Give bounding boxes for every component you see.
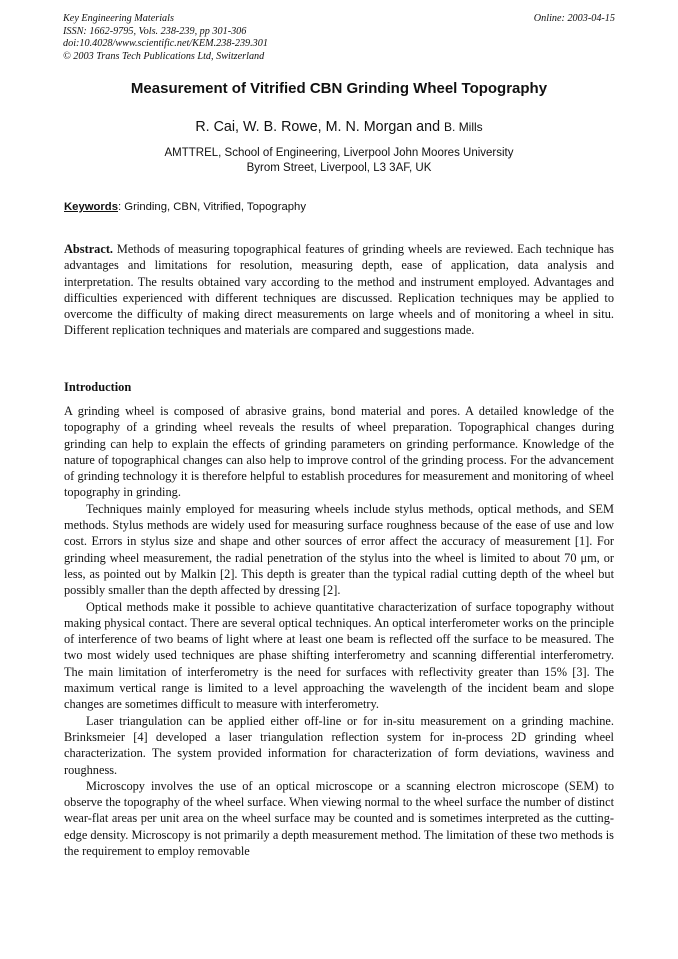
abstract-text: Methods of measuring topographical features of grinding wheels are reviewed. Each technique has advantages and limitations for resolution, measuring depth, ease of application, data analysis and interpretation. The results obtained vary according to the method and instrument employed. Advantages and difficulties experienced with different techniques are discussed. Replication techniques may be applied to overcome the difficulty of making direct measurements on large wheels and of monitoring a wheel in situ. Different replication techniques and materials are compared and suggestions made. [64, 242, 614, 338]
keywords-text: Grinding, CBN, Vitrified, Topography [121, 201, 306, 213]
issn-line: ISSN: 1662-9795, Vols. 238-239, pp 301-306 [63, 25, 247, 37]
copyright-line: © 2003 Trans Tech Publications Ltd, Switzerland [63, 50, 265, 62]
paper-title: Measurement of Vitrified CBN Grinding Wheel Topography [130, 80, 548, 97]
paragraph: A grinding wheel is composed of abrasive grains, bond material and pores. A detailed knowledge of the topography of a grinding wheel reveals the results of wheel preparation. Topographical changes during grinding can help to explain the effects of grinding parameters on grinding performance. Knowledge of the nature of topographical changes can also help to improve control of the grinding process. For the advancement of grinding technology it is therefore helpful to establish procedures for measurement and monitoring of wheel topography in grinding. [64, 404, 614, 500]
keywords-label: Keywords [64, 201, 118, 213]
doi-line: doi:10.4028/www.scientific.net/KEM.238-239.301 [63, 38, 268, 50]
introduction-body [64, 403, 614, 859]
paragraph: Optical methods make it possible to achieve quantitative characterization of surface topography without making physical contact. There are several optical techniques. An optical interferometer works on the principle of interference of two beams of light where at least one beam is reflected off the surface to be measured. The two most widely used techniques are phase shifting interferometry and scanning differential interferometry. The main limitation of interferometry is the need for surfaces with reflectivity greater than 15% [3]. The maximum vertical range is limited to a level approaching the wavelength of the incident beam and slope changes are sometimes difficult to measure with interferometry. [64, 599, 614, 712]
affiliation-line-2: Byrom Street, Liverpool, L3 3AF, UK [246, 162, 432, 174]
keywords [64, 201, 306, 213]
journal-name: Key Engineering Materials [63, 13, 174, 24]
abstract [64, 241, 614, 339]
online-date: Online: 2003-04-15 [533, 13, 615, 24]
authors-main: R. Cai, W. B. Rowe, M. N. Morgan and [195, 119, 445, 135]
paragraph: Microscopy involves the use of an optical microscope or a scanning electron microscope (SEM) to observe the topography of the wheel surface. When viewing normal to the wheel surface the number of distinct wear-flat areas per unit area on the wheel surface may be counted and is sometimes interpreted as the cutting-edge density. Microscopy is not primarily a depth measurement method. The limitation of these two methods is the requirement to employ removable [64, 778, 614, 859]
section-heading-introduction: Introduction [64, 380, 132, 394]
author-list [0, 119, 678, 135]
affiliation-line-1: AMTTREL, School of Engineering, Liverpool John Moores University [164, 147, 514, 159]
paragraph: Laser triangulation can be applied either off-line or for in-situ measurement on a grinding machine. Brinksmeier [4] developed a laser triangulation reflection system for in-process 2D grinding wheel characterization. The system provided information for characterization of form deviations, waviness and roughness. [64, 713, 614, 777]
paragraph: Techniques mainly employed for measuring wheels include stylus methods, optical methods, and SEM methods. Stylus methods are widely used for measuring surface roughness because of the ease of use and low cost. Errors in stylus size and shape and other sources of error affect the accuracy of measurement [1]. For grinding wheel measurement, the radial penetration of the stylus into the wheel is limited to about 70 μm, or less, as pointed out by Malkin [2]. This depth is greater than the typical radial cutting depth of the wheel but possibly smaller than the depth affected by dressing [2]. [64, 501, 614, 598]
journal-info [63, 13, 615, 63]
journal-header [63, 13, 615, 63]
authors-last: B. Mills [444, 120, 483, 134]
abstract-label: Abstract. [64, 242, 114, 256]
keywords-colon: : [118, 201, 122, 213]
affiliation [0, 146, 678, 176]
